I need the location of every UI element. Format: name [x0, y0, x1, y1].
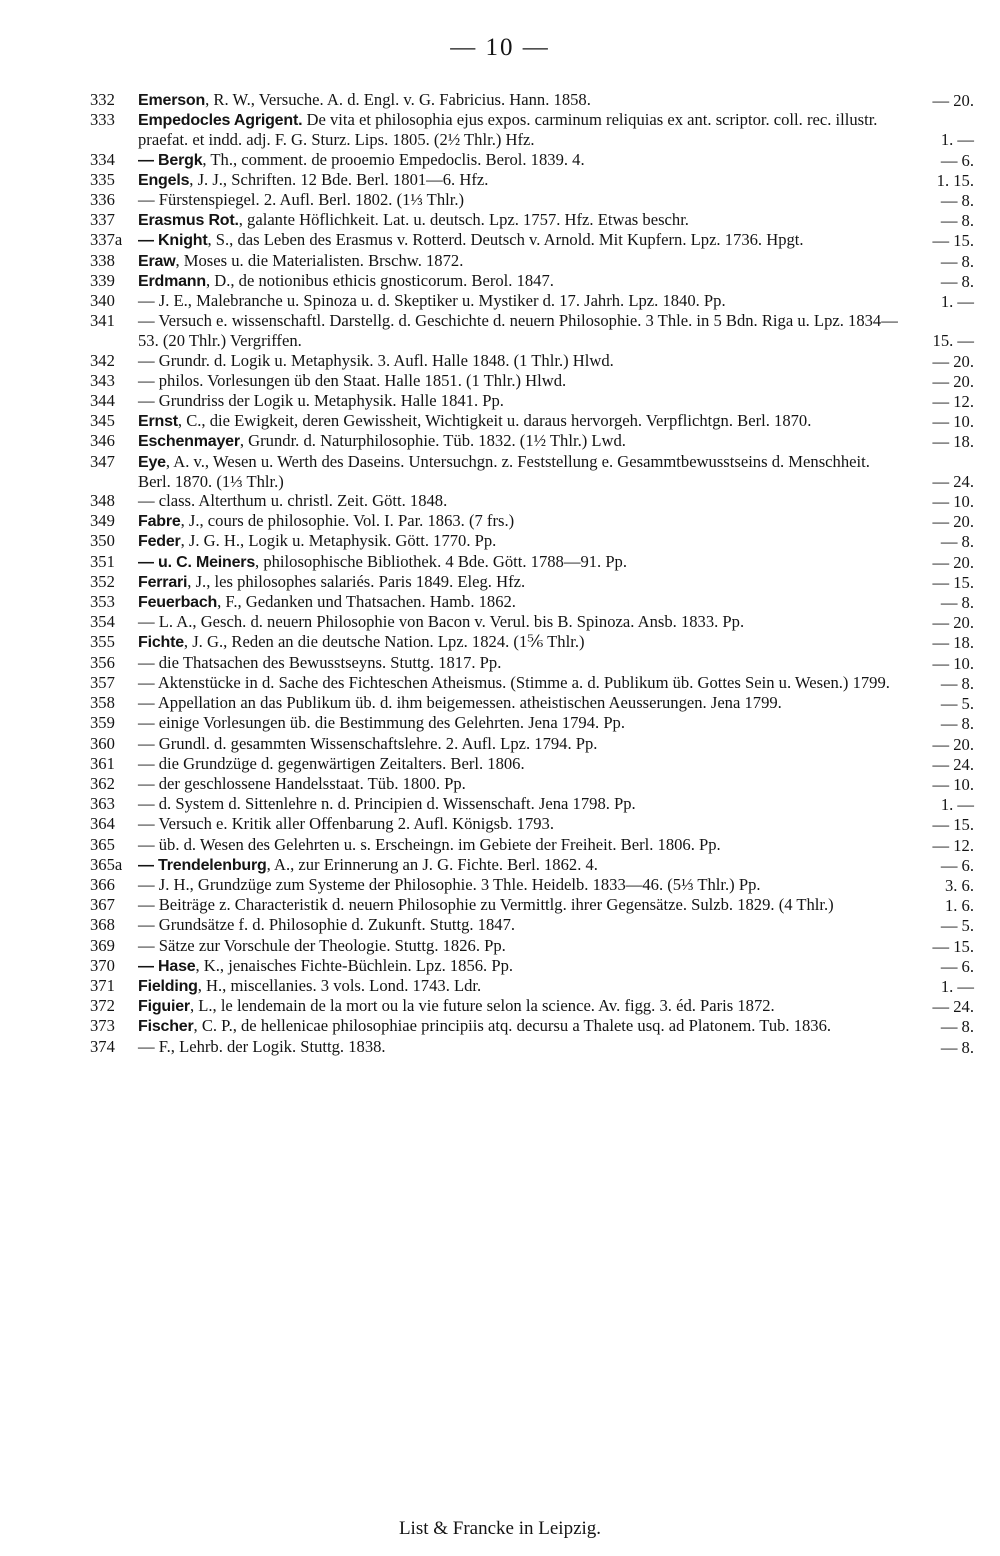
catalog-entry — [90, 572, 974, 592]
catalog-entry — [90, 511, 974, 531]
entry-author: Eschenmayer — [138, 433, 240, 451]
entry-number: 365a — [90, 854, 123, 874]
entry-price: — 6. — [940, 956, 974, 976]
entry-price: — 24. — [932, 997, 974, 1017]
entry-author: — Hase — [138, 957, 196, 975]
entry-description: , D., de notionibus ethicis gnosticorum. Berol. 1847. — [205, 270, 554, 290]
entry-number: 344 — [90, 391, 115, 411]
entry-author: Ferrari — [138, 573, 188, 591]
entry-description: — d. System d. Sittenlehre n. d. Principien d. Wissenschaft. Jena 1798. Pp. — [138, 794, 636, 814]
catalog-entry — [90, 956, 974, 976]
entry-text — [138, 210, 974, 230]
entry-author: — Trendelenburg — [138, 856, 267, 874]
catalog-entry — [90, 754, 974, 774]
entry-description: — Grundriss der Logik u. Metaphysik. Halle 1841. Pp. — [138, 391, 504, 411]
entry-text — [138, 996, 974, 1016]
catalog-entry — [90, 531, 974, 551]
entry-price: — 6. — [940, 855, 974, 875]
entry-price: — 15. — [932, 936, 974, 956]
entry-number: 360 — [90, 733, 115, 753]
catalog-entry — [90, 90, 974, 110]
entry-number: 347 — [90, 451, 115, 471]
entry-text — [138, 835, 974, 855]
entry-price: — 8. — [940, 211, 974, 231]
catalog-entry — [90, 552, 974, 572]
entry-description: , K., jenaisches Fichte-Büchlein. Lpz. 1856. Pp. — [195, 955, 514, 975]
entry-number: 364 — [90, 814, 115, 834]
entry-number: 353 — [90, 592, 115, 612]
entry-author: Eraw — [138, 252, 176, 270]
catalog-entry — [90, 271, 974, 291]
entry-text — [138, 411, 974, 431]
entry-description: De vita et philosophia ejus expos. carminum reliquias ex ant. scriptor. coll. rec. illustr. praefat. et indd. adj. F. G. Sturz. Lips. 1805. (2½ Thlr.) Hfz. — [138, 110, 878, 150]
entry-description: , Moses u. die Materialisten. Brschw. 1872. — [175, 250, 464, 270]
catalog-entry — [90, 855, 974, 875]
catalog-entry — [90, 210, 974, 230]
catalog-entry — [90, 936, 974, 956]
entry-author: Feder — [138, 533, 181, 551]
entry-number: 366 — [90, 874, 115, 894]
catalog-entry — [90, 251, 974, 271]
catalog-entry — [90, 311, 974, 350]
entry-description: , J. J., Schriften. 12 Bde. Berl. 1801—6. Hfz. — [189, 169, 489, 189]
catalog-entry — [90, 693, 974, 713]
entry-price: — 8. — [940, 714, 974, 734]
entry-text — [138, 271, 974, 291]
entry-price: — 18. — [932, 633, 974, 653]
entry-text — [138, 592, 974, 612]
entry-price: 1. 6. — [944, 896, 974, 916]
entry-text — [138, 452, 974, 491]
entry-description: , philosophische Bibliothek. 4 Bde. Gött. 1788—91. Pp. — [255, 551, 628, 571]
entry-description: , R. W., Versuche. A. d. Engl. v. G. Fabricius. Hann. 1858. — [205, 90, 591, 109]
entry-number: 337a — [90, 230, 123, 250]
entry-author: — Knight — [138, 232, 208, 250]
entry-price: — 8. — [940, 1037, 974, 1057]
entry-author: Emerson — [138, 92, 206, 109]
entry-description: , J., cours de philosophie. Vol. I. Par. 1863. (7 frs.) — [180, 511, 515, 531]
entry-price: — 20. — [932, 371, 974, 391]
catalog-entry — [90, 915, 974, 935]
entry-text — [138, 936, 974, 956]
entry-price: — 8. — [940, 191, 974, 211]
catalog-entry — [90, 835, 974, 855]
entry-price: 1. — — [940, 795, 974, 815]
entry-price: — 24. — [932, 471, 974, 491]
entry-description: — F., Lehrb. der Logik. Stuttg. 1838. — [138, 1036, 386, 1056]
entry-description: — class. Alterthum u. christl. Zeit. Gött. 1848. — [138, 491, 448, 511]
catalog-entry — [90, 673, 974, 693]
entry-price: — 12. — [932, 392, 974, 412]
catalog-entry — [90, 491, 974, 511]
entry-description: — Sätze zur Vorschule der Theologie. Stuttg. 1826. Pp. — [138, 935, 506, 955]
entry-price: — 8. — [940, 593, 974, 613]
entry-text — [138, 693, 974, 713]
entry-author: Empedocles Agrigent. — [138, 112, 303, 130]
entry-author: Fichte — [138, 634, 184, 652]
catalog-entry — [90, 734, 974, 754]
entry-price: 1. — — [940, 130, 974, 150]
entry-text — [138, 431, 974, 451]
entry-description: , L., le lendemain de la mort ou la vie future selon la science. Av. figg. 3. éd. Paris 1872. — [189, 996, 775, 1016]
entry-author: Feuerbach — [138, 594, 218, 612]
entry-description: — Grundsätze f. d. Philosophie d. Zukunft. Stuttg. 1847. — [138, 915, 516, 935]
catalog-entry — [90, 190, 974, 210]
catalog-entry — [90, 431, 974, 451]
entry-number: 334 — [90, 149, 115, 169]
entry-price: — 20. — [932, 91, 974, 110]
catalog-entry — [90, 653, 974, 673]
entry-text — [138, 511, 974, 531]
catalog-entry — [90, 1016, 974, 1036]
entry-price: — 8. — [940, 251, 974, 271]
entry-number: 343 — [90, 370, 115, 390]
entry-description: — Beiträge z. Characteristik d. neuern Philosophie zu Vermittlg. ihrer Gegensätze. Sulzb. 1829. (4 Thlr.) — [138, 895, 834, 915]
entry-description: — Aktenstücke in d. Sache des Fichteschen Atheismus. (Stimme a. d. Publikum üb. Gottes Sein u. Wesen.) 1799. — [138, 672, 890, 692]
entry-number: 333 — [90, 110, 115, 130]
entry-price: — 24. — [932, 754, 974, 774]
entry-number: 367 — [90, 895, 115, 915]
entry-text — [138, 754, 974, 774]
entry-text — [138, 612, 974, 632]
entry-text — [138, 895, 974, 915]
entry-text — [138, 915, 974, 935]
entry-text — [138, 351, 974, 371]
catalog-entry — [90, 1037, 974, 1057]
entry-author: Fischer — [138, 1018, 194, 1036]
entry-number: 372 — [90, 996, 115, 1016]
entry-number: 358 — [90, 693, 115, 713]
entry-number: 352 — [90, 571, 115, 591]
catalog-entry — [90, 110, 974, 149]
entry-text — [138, 1016, 974, 1036]
entry-description: — einige Vorlesungen üb. die Bestimmung des Gelehrten. Jena 1794. Pp. — [138, 713, 625, 733]
entry-price: — 20. — [932, 552, 974, 572]
entry-number: 336 — [90, 190, 115, 210]
entry-description: , S., das Leben des Erasmus v. Rotterd. Deutsch v. Arnold. Mit Kupfern. Lpz. 1736. Hpgt. — [207, 230, 804, 250]
entry-number: 332 — [90, 90, 115, 109]
entry-description: , C. P., de hellenicae philosophiae principiis atq. decursu a Thalete usq. ad Platonem. Tub. 1836. — [193, 1016, 832, 1036]
entry-number: 361 — [90, 753, 115, 773]
catalog-entry — [90, 411, 974, 431]
entry-author: — Bergk — [138, 151, 203, 169]
entry-author: Fielding — [138, 977, 198, 995]
entry-description: — L. A., Gesch. d. neuern Philosophie von Bacon v. Verul. bis B. Spinoza. Ansb. 1833. Pp. — [138, 612, 745, 632]
entry-price: — 10. — [932, 653, 974, 673]
entry-text — [138, 956, 974, 976]
catalog-entry — [90, 230, 974, 250]
entry-number: 370 — [90, 955, 115, 975]
catalog-entry — [90, 371, 974, 391]
entry-price: — 18. — [932, 432, 974, 452]
entry-description: — Grundl. d. gesammten Wissenschaftslehre. 2. Aufl. Lpz. 1794. Pp. — [138, 733, 598, 753]
entry-price: — 20. — [932, 512, 974, 532]
entry-number: 374 — [90, 1036, 115, 1056]
entry-text — [138, 552, 974, 572]
entry-price: 1. — — [940, 976, 974, 996]
catalog-entry — [90, 895, 974, 915]
entry-description: , J., les philosophes salariés. Paris 1849. Eleg. Hfz. — [187, 571, 526, 591]
entry-number: 337 — [90, 210, 115, 230]
entry-price: 15. — — [932, 331, 974, 351]
entry-price: — 20. — [932, 613, 974, 633]
entry-author: Figuier — [138, 998, 190, 1016]
entry-text — [138, 371, 974, 391]
catalog-entry — [90, 875, 974, 895]
entry-price: — 8. — [940, 532, 974, 552]
catalog-entry — [90, 391, 974, 411]
entry-description: , A., zur Erinnerung an J. G. Fichte. Berl. 1862. 4. — [266, 854, 598, 874]
entry-number: 354 — [90, 612, 115, 632]
entry-author: Ernst — [138, 413, 178, 431]
entry-text — [138, 230, 974, 250]
entry-text — [138, 491, 974, 511]
entry-price: — 8. — [940, 271, 974, 291]
entry-price: — 8. — [940, 673, 974, 693]
entry-text — [138, 391, 974, 411]
entry-price: 1. — — [940, 292, 974, 312]
entry-number: 373 — [90, 1016, 115, 1036]
entry-author: Eye — [138, 453, 166, 471]
entry-text — [138, 976, 974, 996]
catalog-entry — [90, 612, 974, 632]
entry-number: 345 — [90, 411, 115, 431]
entry-price: — 10. — [932, 774, 974, 794]
entry-description: — Grundr. d. Logik u. Metaphysik. 3. Aufl. Halle 1848. (1 Thlr.) Hlwd. — [138, 350, 614, 370]
entry-description: , F., Gedanken und Thatsachen. Hamb. 1862. — [217, 592, 516, 612]
entry-price: 3. 6. — [944, 875, 974, 895]
catalog-entry — [90, 632, 974, 652]
entry-description: — J. H., Grundzüge zum Systeme der Philosophie. 3 Thle. Heidelb. 1833—46. (5⅓ Thlr.) Pp. — [138, 874, 761, 894]
entry-number: 357 — [90, 672, 115, 692]
catalog-entry — [90, 774, 974, 794]
entry-number: 371 — [90, 975, 115, 995]
entry-description: , C., die Ewigkeit, deren Gewissheit, Wichtigkeit u. daraus hervorgeh. Verpflichtgn. Berl. 1870. — [177, 411, 812, 431]
entry-price: — 12. — [932, 835, 974, 855]
entry-number: 338 — [90, 250, 115, 270]
entry-number: 356 — [90, 652, 115, 672]
entry-text — [138, 653, 974, 673]
page-number: — 10 — — [450, 34, 550, 61]
entry-text — [138, 632, 974, 652]
entry-text — [138, 814, 974, 834]
entry-number: 348 — [90, 491, 115, 511]
entry-number: 368 — [90, 915, 115, 935]
entry-text — [138, 531, 974, 551]
entry-price: — 20. — [932, 734, 974, 754]
entry-number: 355 — [90, 632, 115, 652]
catalog-entry — [90, 452, 974, 491]
entry-description: — Versuch e. wissenschaftl. Darstellg. d. Geschichte d. neuern Philosophie. 3 Thle. in 5 Bdn. Riga u. Lpz. 1834—53. (20 Thlr.) Vergriffen. — [138, 311, 898, 351]
catalog-entry — [90, 291, 974, 311]
entry-number: 363 — [90, 794, 115, 814]
catalog-entry — [90, 814, 974, 834]
entry-text — [138, 110, 974, 149]
entry-price: 1. 15. — [936, 170, 974, 190]
entry-text — [138, 311, 974, 350]
catalog-entry — [90, 592, 974, 612]
entry-number: 335 — [90, 169, 115, 189]
entry-description: — Fürstenspiegel. 2. Aufl. Berl. 1802. (1⅓ Thlr.) — [138, 190, 465, 210]
entry-number: 341 — [90, 311, 115, 331]
entry-price: — 10. — [932, 492, 974, 512]
entry-description: , A. v., Wesen u. Werth des Daseins. Untersuchgn. z. Feststellung e. Gesammtbewusstseins d. Menschheit. Berl. 1870. (1⅓ Thlr.) — [138, 451, 870, 491]
entry-text — [138, 855, 974, 875]
entry-text — [138, 875, 974, 895]
entry-description: , H., miscellanies. 3 vols. Lond. 1743. Ldr. — [197, 975, 482, 995]
entry-number: 346 — [90, 431, 115, 451]
entry-number: 350 — [90, 531, 115, 551]
entry-description: — üb. d. Wesen des Gelehrten u. s. Erscheingn. im Gebiete der Freiheit. Berl. 1806. Pp. — [138, 834, 721, 854]
entry-text — [138, 734, 974, 754]
entry-text — [138, 1037, 974, 1057]
entry-number: 359 — [90, 713, 115, 733]
entry-description: , J. G. H., Logik u. Metaphysik. Gött. 1770. Pp. — [180, 531, 497, 551]
entry-price: — 5. — [940, 694, 974, 714]
catalog-entry — [90, 996, 974, 1016]
entry-list — [90, 90, 974, 1057]
entry-description: , galante Höflichkeit. Lat. u. deutsch. Lpz. 1757. Hfz. Etwas beschr. — [238, 210, 689, 230]
entry-description: , Grundr. d. Naturphilosophie. Tüb. 1832. (1½ Thlr.) Lwd. — [239, 431, 626, 451]
catalog-entry — [90, 794, 974, 814]
entry-text — [138, 713, 974, 733]
entry-price: — 10. — [932, 412, 974, 432]
entry-text — [138, 150, 974, 170]
catalog-entry — [90, 170, 974, 190]
entry-price: — 15. — [932, 572, 974, 592]
entry-number: 342 — [90, 350, 115, 370]
catalog-entry — [90, 976, 974, 996]
entry-text — [138, 291, 974, 311]
entry-description: — die Thatsachen des Bewusstseyns. Stuttg. 1817. Pp. — [138, 652, 502, 672]
entry-text — [138, 251, 974, 271]
entry-author: Engels — [138, 171, 190, 189]
entry-author: Erdmann — [138, 272, 206, 290]
entry-price: — 15. — [932, 231, 974, 251]
entry-price: — 5. — [940, 916, 974, 936]
entry-description: — Versuch e. Kritik aller Offenbarung 2. Aufl. Königsb. 1793. — [138, 814, 555, 834]
entry-price: — 8. — [940, 1017, 974, 1037]
entry-text — [138, 774, 974, 794]
entry-description: — die Grundzüge d. gegenwärtigen Zeitalters. Berl. 1806. — [138, 753, 525, 773]
entry-description: , J. G., Reden an die deutsche Nation. Lpz. 1824. (1⅚ Thlr.) — [183, 632, 585, 652]
entry-author: Erasmus Rot. — [138, 212, 239, 230]
entry-text — [138, 190, 974, 210]
entry-text — [138, 572, 974, 592]
publisher-footer: List & Francke in Leipzig. — [398, 1518, 602, 1539]
entry-description: — der geschlossene Handelsstaat. Tüb. 1800. Pp. — [138, 773, 466, 793]
entry-text — [138, 673, 974, 693]
entry-description: , Th., comment. de prooemio Empedoclis. Berol. 1839. 4. — [202, 149, 585, 169]
entry-number: 362 — [90, 773, 115, 793]
entry-number: 340 — [90, 291, 115, 311]
entry-number: 351 — [90, 551, 115, 571]
entry-price: — 6. — [940, 150, 974, 170]
catalog-entry — [90, 351, 974, 371]
entry-text — [138, 90, 974, 110]
entry-text — [138, 794, 974, 814]
entry-description: — Appellation an das Publikum üb. d. ihm beigemessen. atheistischen Aeusserungen. Jena 1799. — [138, 693, 782, 713]
catalog-entry — [90, 150, 974, 170]
entry-price: — 20. — [932, 351, 974, 371]
entry-price: — 15. — [932, 815, 974, 835]
entry-number: 365 — [90, 834, 115, 854]
entry-text — [138, 170, 974, 190]
entry-number: 339 — [90, 270, 115, 290]
entry-description: — philos. Vorlesungen üb den Staat. Halle 1851. (1 Thlr.) Hlwd. — [138, 370, 567, 390]
entry-author: Fabre — [138, 513, 181, 531]
catalog-entry — [90, 713, 974, 733]
entry-number: 349 — [90, 511, 115, 531]
entry-author: — u. C. Meiners — [138, 553, 256, 571]
entry-number: 369 — [90, 935, 115, 955]
entry-description: — J. E., Malebranche u. Spinoza u. d. Skeptiker u. Mystiker d. 17. Jahrh. Lpz. 1840. Pp. — [138, 291, 726, 311]
